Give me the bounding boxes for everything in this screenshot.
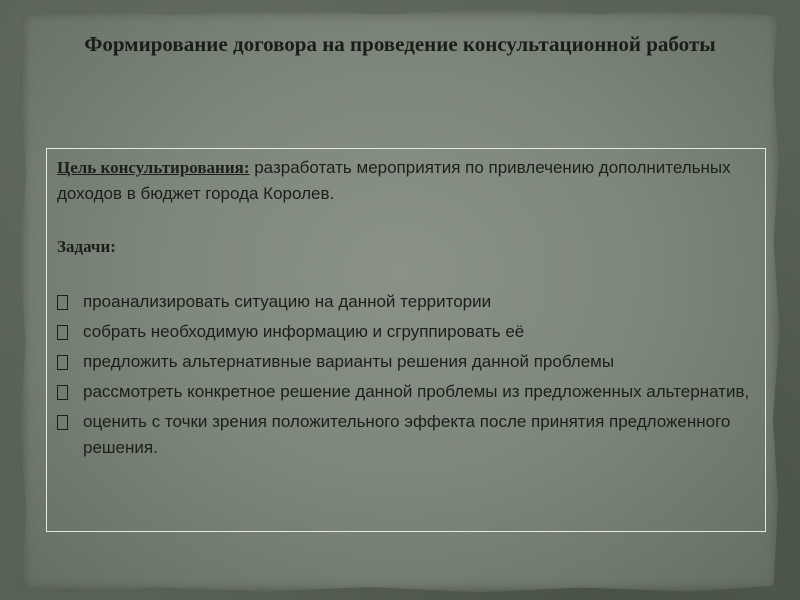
list-item bbox=[55, 409, 755, 461]
task-text: собрать необходимую информацию и сгруппировать её bbox=[83, 322, 525, 341]
list-item bbox=[55, 319, 755, 349]
task-text: предложить альтернативные варианты решения данной проблемы bbox=[83, 352, 615, 371]
list-item bbox=[55, 289, 755, 319]
task-text: оценить с точки зрения положительного эффекта после принятия предложенного решения. bbox=[83, 412, 731, 457]
slide-title: Формирование договора на проведение консультационной работы bbox=[84, 32, 716, 56]
bullet-icon bbox=[55, 349, 83, 379]
task-text: проанализировать ситуацию на данной территории bbox=[83, 292, 492, 311]
goal-label: Цель консультирования: bbox=[57, 158, 250, 177]
tasks-heading: Задачи: bbox=[57, 237, 116, 256]
bullet-icon bbox=[55, 289, 83, 319]
goal-text: разработать мероприятия по привлечению дополнительных доходов в бюджет города Королев. bbox=[57, 158, 731, 203]
list-item bbox=[55, 349, 755, 379]
task-text: рассмотреть конкретное решение данной проблемы из предложенных альтернатив, bbox=[83, 382, 750, 401]
goal-paragraph bbox=[57, 155, 747, 207]
bullet-icon bbox=[55, 319, 83, 349]
task-list bbox=[55, 289, 755, 461]
content-frame bbox=[46, 148, 766, 532]
bullet-icon bbox=[55, 379, 83, 409]
list-item bbox=[55, 379, 755, 409]
bullet-icon bbox=[55, 409, 83, 461]
